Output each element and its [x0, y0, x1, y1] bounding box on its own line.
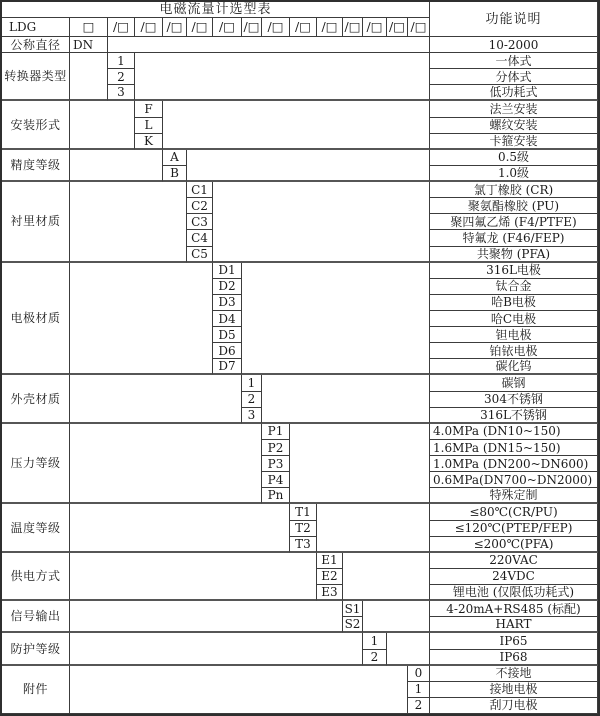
option-desc-cell: ≤200℃(PFA): [430, 537, 598, 553]
empty-right-span: [163, 101, 430, 149]
option-desc-cell: 哈B电极: [430, 295, 598, 311]
option-code-cell: C5: [187, 247, 213, 263]
option-desc-cell: 0.5级: [430, 150, 598, 166]
option-code-cell: T1: [290, 504, 317, 520]
option-code-cell: T2: [290, 521, 317, 537]
slash-box-cell: /□: [317, 18, 343, 37]
option-code-cell: D7: [213, 359, 242, 375]
option-desc-cell: 不接地: [430, 666, 598, 682]
option-code-cell: B: [163, 166, 187, 182]
option-desc-cell: 接地电极: [430, 682, 598, 698]
option-code-cell: P4: [262, 472, 290, 488]
option-desc-cell: 碳化钨: [430, 359, 598, 375]
empty-left-span: [70, 633, 363, 665]
empty-left-span: [70, 101, 135, 149]
option-code-cell: C1: [187, 182, 213, 198]
option-desc-cell: 钽电极: [430, 327, 598, 343]
empty-left-span: [70, 53, 108, 101]
option-desc-cell: 1.6MPa (DN15~150): [430, 440, 598, 456]
option-code-cell: 2: [242, 392, 262, 408]
slash-box-cell: /□: [135, 18, 163, 37]
option-desc-cell: 304不锈钢: [430, 392, 598, 408]
option-code-cell: 2: [363, 650, 387, 666]
empty-right-span: [187, 150, 430, 182]
option-desc-cell: 螺纹安装: [430, 118, 598, 134]
option-code-cell: E3: [317, 585, 343, 601]
option-code-cell: D6: [213, 343, 242, 359]
option-desc-cell: IP68: [430, 650, 598, 666]
option-desc-cell: 钛合金: [430, 279, 598, 295]
option-code-cell: E2: [317, 569, 343, 585]
option-code-cell: 1: [363, 633, 387, 649]
option-desc-cell: 共聚物 (PFA): [430, 247, 598, 263]
option-desc-cell: 锂电池 (仅限低功耗式): [430, 585, 598, 601]
slash-box-cell: /□: [290, 18, 317, 37]
option-code-cell: C3: [187, 214, 213, 230]
category-label: 精度等级: [2, 150, 70, 182]
empty-left-span: [70, 150, 163, 182]
option-code-cell: DN: [70, 37, 108, 53]
empty-left-span: [70, 601, 343, 633]
option-code-cell: C4: [187, 230, 213, 246]
option-code-cell: D5: [213, 327, 242, 343]
empty-left-span: [70, 424, 262, 505]
empty-left-span: [70, 263, 213, 376]
option-code-cell: 1: [408, 682, 430, 698]
option-code-cell: 2: [108, 69, 135, 85]
empty-right-span: [213, 182, 430, 263]
option-desc-cell: 4.0MPa (DN10~150): [430, 424, 598, 440]
option-code-cell: S1: [343, 601, 363, 617]
empty-left-span: [70, 666, 408, 714]
option-code-cell: D1: [213, 263, 242, 279]
option-desc-cell: 氯丁橡胶 (CR): [430, 182, 598, 198]
option-code-cell: D4: [213, 311, 242, 327]
option-desc-cell: 碳钢: [430, 375, 598, 391]
option-code-cell: 1: [108, 53, 135, 69]
option-desc-cell: 聚氨酯橡胶 (PU): [430, 198, 598, 214]
option-desc-cell: IP65: [430, 633, 598, 649]
option-desc-cell: ≤120℃(PTEP/FEP): [430, 521, 598, 537]
category-label: 衬里材质: [2, 182, 70, 263]
slash-box-cell: /□: [187, 18, 213, 37]
option-desc-cell: 1.0级: [430, 166, 598, 182]
option-code-cell: D2: [213, 279, 242, 295]
slash-box-cell: /□: [108, 18, 135, 37]
model-prefix-cell: LDG: [2, 18, 70, 37]
option-code-cell: C2: [187, 198, 213, 214]
option-desc-cell: 低功耗式: [430, 85, 598, 101]
option-desc-cell: 316L不锈钢: [430, 408, 598, 424]
empty-right-span: [317, 504, 430, 552]
option-code-cell: E1: [317, 553, 343, 569]
option-code-cell: 3: [242, 408, 262, 424]
category-label: 温度等级: [2, 504, 70, 552]
option-code-cell: P1: [262, 424, 290, 440]
option-desc-cell: 刮刀电极: [430, 698, 598, 714]
option-code-cell: P2: [262, 440, 290, 456]
empty-left-span: [70, 504, 290, 552]
category-label: 信号输出: [2, 601, 70, 633]
option-desc-cell: 卡箍安装: [430, 134, 598, 150]
empty-right-span: [387, 633, 430, 665]
function-column-header: 功能说明: [430, 2, 598, 37]
option-desc-cell: 220VAC: [430, 553, 598, 569]
slash-box-cell: /□: [408, 18, 430, 37]
slash-box-cell: /□: [242, 18, 262, 37]
option-desc-cell: HART: [430, 617, 598, 633]
slash-box-cell: /□: [343, 18, 363, 37]
option-desc-cell: 10-2000: [430, 37, 598, 53]
option-desc-cell: 分体式: [430, 69, 598, 85]
option-code-cell: 1: [242, 375, 262, 391]
empty-right-span: [363, 601, 430, 633]
empty-right-span: [108, 37, 430, 53]
option-desc-cell: 法兰安装: [430, 101, 598, 117]
category-label: 转换器类型: [2, 53, 70, 101]
slash-box-cell: /□: [213, 18, 242, 37]
slash-box-cell: /□: [363, 18, 387, 37]
option-code-cell: L: [135, 118, 163, 134]
empty-left-span: [70, 182, 187, 263]
option-code-cell: 2: [408, 698, 430, 714]
empty-right-span: [290, 424, 430, 505]
option-code-cell: T3: [290, 537, 317, 553]
option-desc-cell: 哈C电极: [430, 311, 598, 327]
option-desc-cell: 一体式: [430, 53, 598, 69]
option-desc-cell: 特殊定制: [430, 488, 598, 504]
slash-box-cell: /□: [387, 18, 408, 37]
slash-box-cell: /□: [163, 18, 187, 37]
category-label: 供电方式: [2, 553, 70, 601]
option-code-cell: 0: [408, 666, 430, 682]
table-title: 电磁流量计选型表: [2, 2, 430, 18]
option-desc-cell: 1.0MPa (DN200~DN600): [430, 456, 598, 472]
option-code-cell: S2: [343, 617, 363, 633]
empty-right-span: [242, 263, 430, 376]
empty-right-span: [135, 53, 430, 101]
option-desc-cell: 0.6MPa(DN700~DN2000): [430, 472, 598, 488]
option-desc-cell: 24VDC: [430, 569, 598, 585]
option-code-cell: A: [163, 150, 187, 166]
option-desc-cell: ≤80℃(CR/PU): [430, 504, 598, 520]
slash-box-cell: /□: [262, 18, 290, 37]
option-desc-cell: 聚四氟乙烯 (F4/PTFE): [430, 214, 598, 230]
option-code-cell: K: [135, 134, 163, 150]
category-label: 附件: [2, 666, 70, 714]
box-cell: □: [70, 18, 108, 37]
empty-left-span: [70, 375, 242, 423]
empty-right-span: [262, 375, 430, 423]
option-desc-cell: 4-20mA+RS485 (标配): [430, 601, 598, 617]
option-code-cell: Pn: [262, 488, 290, 504]
option-code-cell: 3: [108, 85, 135, 101]
category-label: 电极材质: [2, 263, 70, 376]
category-label: 公称直径: [2, 37, 70, 53]
category-label: 外壳材质: [2, 375, 70, 423]
empty-right-span: [343, 553, 430, 601]
category-label: 安装形式: [2, 101, 70, 149]
empty-left-span: [70, 553, 317, 601]
option-code-cell: P3: [262, 456, 290, 472]
option-code-cell: D3: [213, 295, 242, 311]
option-desc-cell: 铂铱电极: [430, 343, 598, 359]
option-code-cell: F: [135, 101, 163, 117]
option-desc-cell: 特氟龙 (F46/FEP): [430, 230, 598, 246]
category-label: 防护等级: [2, 633, 70, 665]
category-label: 压力等级: [2, 424, 70, 505]
option-desc-cell: 316L电极: [430, 263, 598, 279]
